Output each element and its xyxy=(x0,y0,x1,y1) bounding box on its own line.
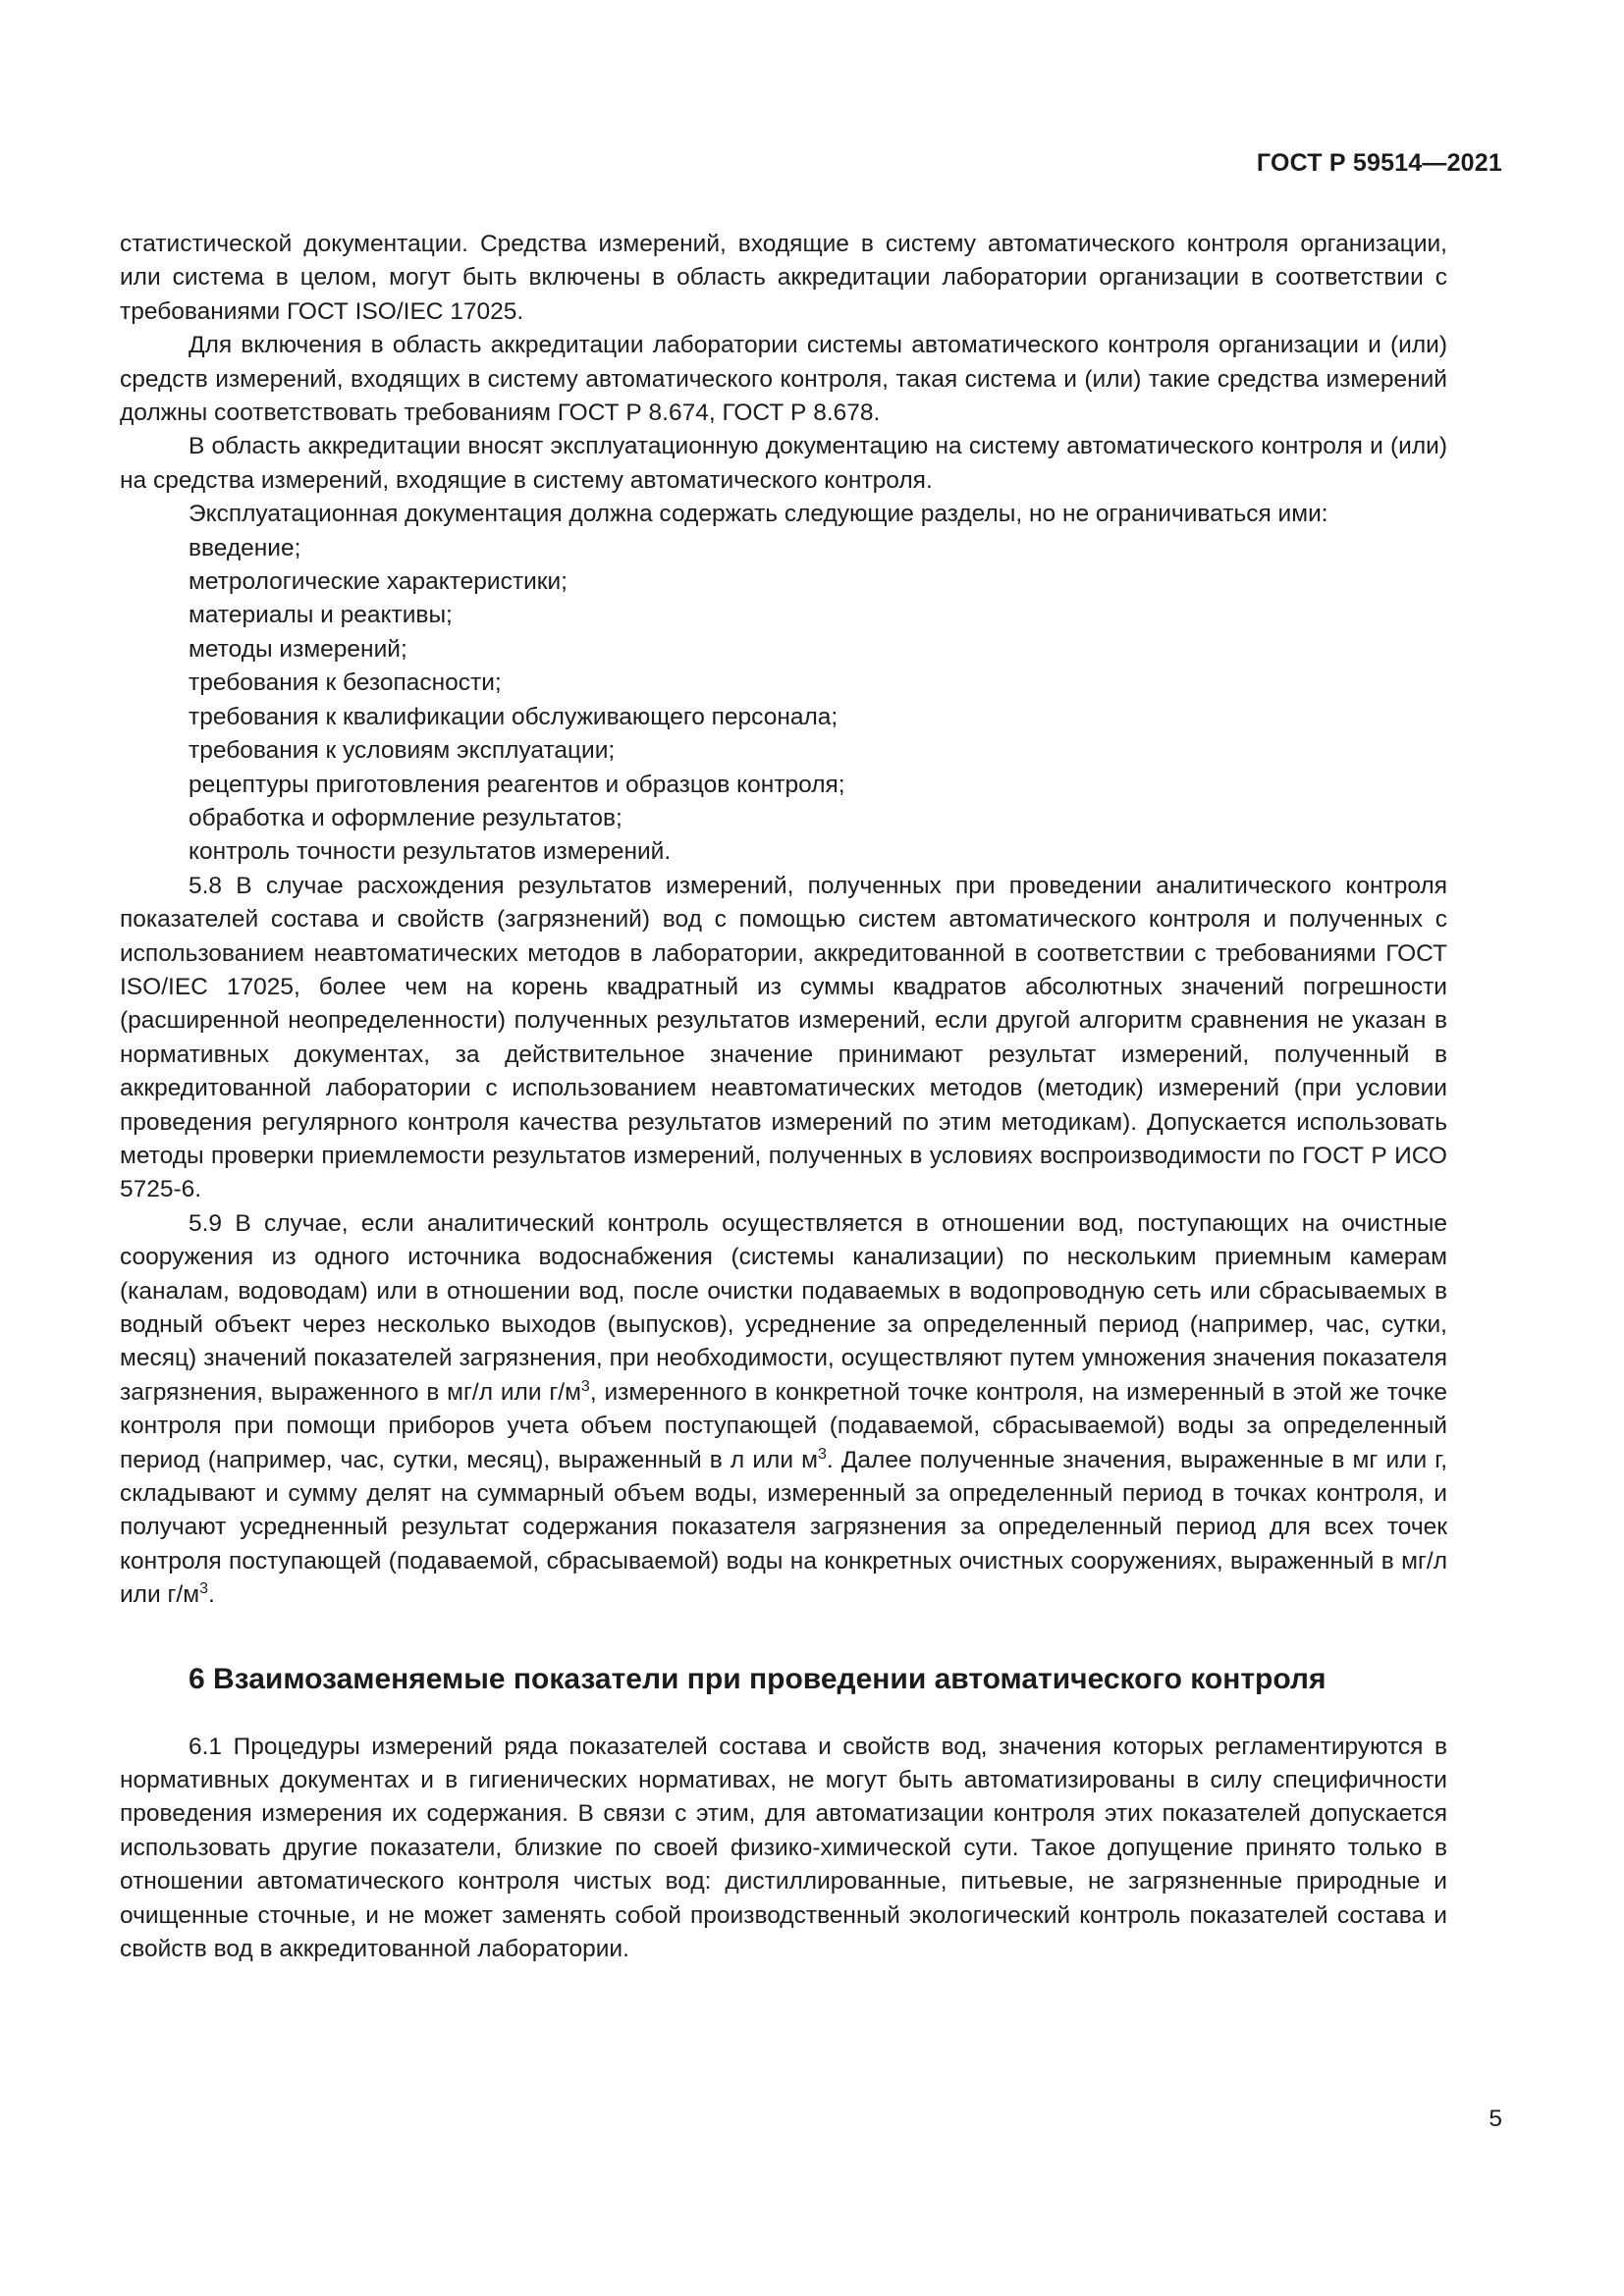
page-number: 5 xyxy=(1489,2106,1502,2132)
paragraph-accreditation-scope: Для включения в область аккредитации лаборатории системы автоматического контроля организации и (или) средств измерений, входящих в систему автоматического контроля, такая система и (или) такие средства измерений должны соответствовать требованиям ГОСТ Р 8.674, ГОСТ Р 8.678. xyxy=(120,332,1447,427)
document-code-header: ГОСТ Р 59514—2021 xyxy=(1256,149,1502,177)
clause-5-9 xyxy=(120,1207,1447,1613)
docs-sections-list xyxy=(120,532,1447,870)
list-item: введение; xyxy=(189,534,301,561)
list-item: метрологические характеристики; xyxy=(189,568,568,596)
list-item: материалы и реактивы; xyxy=(189,602,453,629)
clause-5-9-part3: . Далее полученные значения, выраженные в мг или г, складывают и сумму делят на суммарный объем воды, измеренный за определенный период в точках контроля, и получают усредненный результат содержания показателя загрязнения за определенный период для всех точек контроля поступающей (подаваемой, сбрасываемой) воды на конкретных очистных сооружениях, выраженный в мг/л или г/м xyxy=(120,1446,1448,1609)
superscript-3: 3 xyxy=(580,1377,590,1395)
superscript-3: 3 xyxy=(199,1580,208,1598)
list-item: рецептуры приготовления реагентов и образцов контроля; xyxy=(189,771,845,798)
list-item: требования к квалификации обслуживающего персонала; xyxy=(189,703,839,730)
list-item: обработка и оформление результатов; xyxy=(189,804,623,831)
list-item: контроль точности результатов измерений. xyxy=(189,838,672,866)
clause-5-9-part2: , измеренного в конкретной точке контроля, на измеренный в этой же точке контроля при помощи приборов учета объем поступающей (подаваемой, сбрасываемой) воды за определенный период (например, час, сутки, месяц), выраженный в л или м xyxy=(120,1378,1447,1473)
clause-5-9-part4: . xyxy=(207,1581,215,1609)
section-6-title: 6 Взаимозаменяемые показатели при проведении автоматического контроля xyxy=(189,1662,1326,1695)
clause-5-8: 5.8 В случае расхождения результатов измерений, полученных при проведении аналитического контроля показателей состава и свойств (загрязнений) вод с помощью систем автоматического контроля и полученных с использованием неавтоматических методов в лаборатории, аккредитованной в соответствии с требованиями ГОСТ ISO/IEC 17025, более чем на корень квадратный из суммы квадратов абсолютных значений погрешности (расширенной неопределенности) полученных результатов измерений, если другой алгоритм сравнения не указан в нормативных документах, за действительное значение принимают результат измерений, полученный в аккредитованной лаборатории с использованием неавтоматических методов (методик) измерений (при условии проведения регулярного контроля качества результатов измерений по этим методикам). Допускается использовать методы проверки приемлемости результатов измерений, полученных в условиях воспроизводимости по ГОСТ Р ИСО 5725-6. xyxy=(120,872,1447,1203)
clause-5-9-part1: 5.9 В случае, если аналитический контроль осуществляется в отношении вод, поступающих на очистные сооружения из одного источника водоснабжения (системы канализации) по нескольким приемным камерам (каналам, водоводам) или в отношении вод, после очистки подаваемых в водопроводную сеть или сбрасываемых в водный объект через несколько выходов (выпусков), усреднение за определенный период (например, час, сутки, месяц) значений показателей загрязнения, при необходимости, осуществляют путем умножения значения показателя загрязнения, выраженного в мг/л или г/м xyxy=(120,1209,1447,1406)
superscript-3: 3 xyxy=(817,1445,827,1463)
clause-6-1: 6.1 Процедуры измерений ряда показателей состава и свойств вод, значения которых регламентируются в нормативных документах и в гигиенических нормативах, не могут быть автоматизированы в силу специфичности проведения измерения их содержания. В связи с этим, для автоматизации контроля этих показателей допускается использовать другие показатели, близкие по своей физико-химической сути. Такое допущение принято только в отношении автоматического контроля чистых вод: дистиллированные, питьевые, не загрязненные природные и очищенные сточные, и не может заменять собой производственный экологический контроль показателей состава и свойств вод в аккредитованной лаборатории. xyxy=(120,1733,1447,1963)
paragraph-docs-sections: Эксплуатационная документация должна содержать следующие разделы, но не ограничиваться ими: xyxy=(189,501,1328,528)
page-content xyxy=(120,228,1447,1967)
list-item: методы измерений; xyxy=(189,635,407,663)
paragraph-operational-docs: В область аккредитации вносят эксплуатационную документацию на систему автоматического контроля и (или) на средства измерений, входящие в систему автоматического контроля. xyxy=(120,433,1447,494)
list-item: требования к условиям эксплуатации; xyxy=(189,737,616,765)
paragraph-continuation: статистической документации. Средства измерений, входящие в систему автоматического контроля организации, или система в целом, могут быть включены в область аккредитации лаборатории организации в соответствии с требованиями ГОСТ ISO/IEC 17025. xyxy=(120,231,1447,325)
list-item: требования к безопасности; xyxy=(189,669,502,697)
